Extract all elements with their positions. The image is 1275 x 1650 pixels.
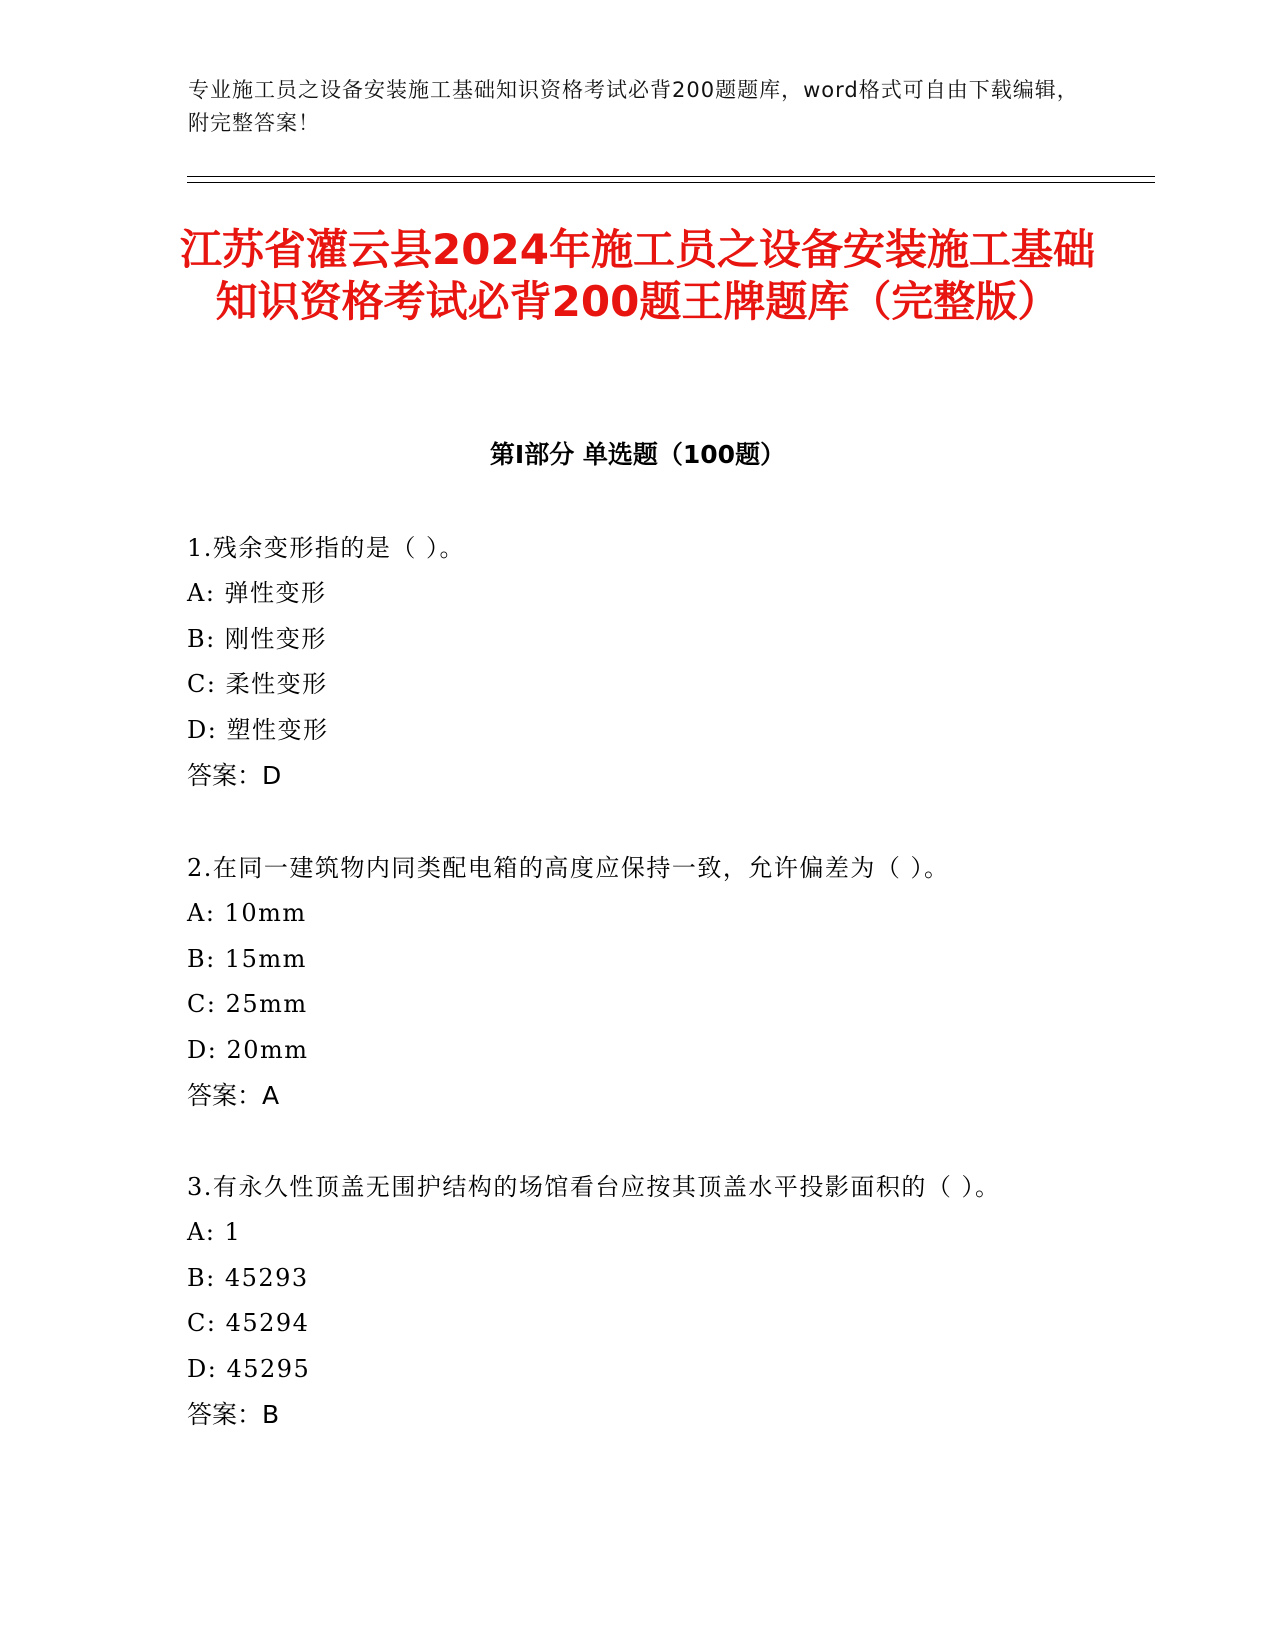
header-rule-bottom: [187, 182, 1155, 183]
answer: 答案：D: [187, 761, 282, 790]
option-c: C: 柔性变形: [187, 670, 328, 698]
header-note: 专业施工员之设备安装施工基础知识资格考试必背200题题库，word格式可自由下载编辑，附完整答案！: [188, 78, 1079, 135]
option-a: A: 1: [187, 1218, 242, 1246]
option-d: D: 塑性变形: [187, 715, 329, 744]
answer: 答案：A: [187, 1081, 280, 1110]
question-stem: 3.有永久性顶盖无围护结构的场馆看台应按其顶盖水平投影面积的（ ）。: [187, 1173, 1001, 1201]
document-title: 江苏省灌云县2024年施工员之设备安装施工基础知识资格考试必背200题王牌题库（完整版）: [180, 225, 1095, 326]
question-1: [187, 526, 1087, 799]
question-2: [187, 846, 1087, 1119]
option-d: D: 45295: [187, 1354, 311, 1383]
question-stem: 1.残余变形指的是（ ）。: [187, 534, 466, 562]
option-a: A: 10mm: [187, 899, 307, 927]
question-stem: 2.在同一建筑物内同类配电箱的高度应保持一致，允许偏差为（ ）。: [187, 854, 950, 882]
section-title: 第Ⅰ部分 单选题（100题）: [489, 440, 786, 469]
option-b: B: 45293: [187, 1263, 309, 1292]
option-a: A: 弹性变形: [187, 579, 327, 607]
header-rule-top: [187, 176, 1155, 177]
option-c: C: 45294: [187, 1309, 310, 1337]
option-d: D: 20mm: [187, 1035, 309, 1064]
answer: 答案：B: [187, 1400, 280, 1429]
option-c: C: 25mm: [187, 990, 308, 1018]
option-b: B: 15mm: [187, 944, 307, 973]
question-3: [187, 1165, 1087, 1438]
option-b: B: 刚性变形: [187, 624, 327, 653]
